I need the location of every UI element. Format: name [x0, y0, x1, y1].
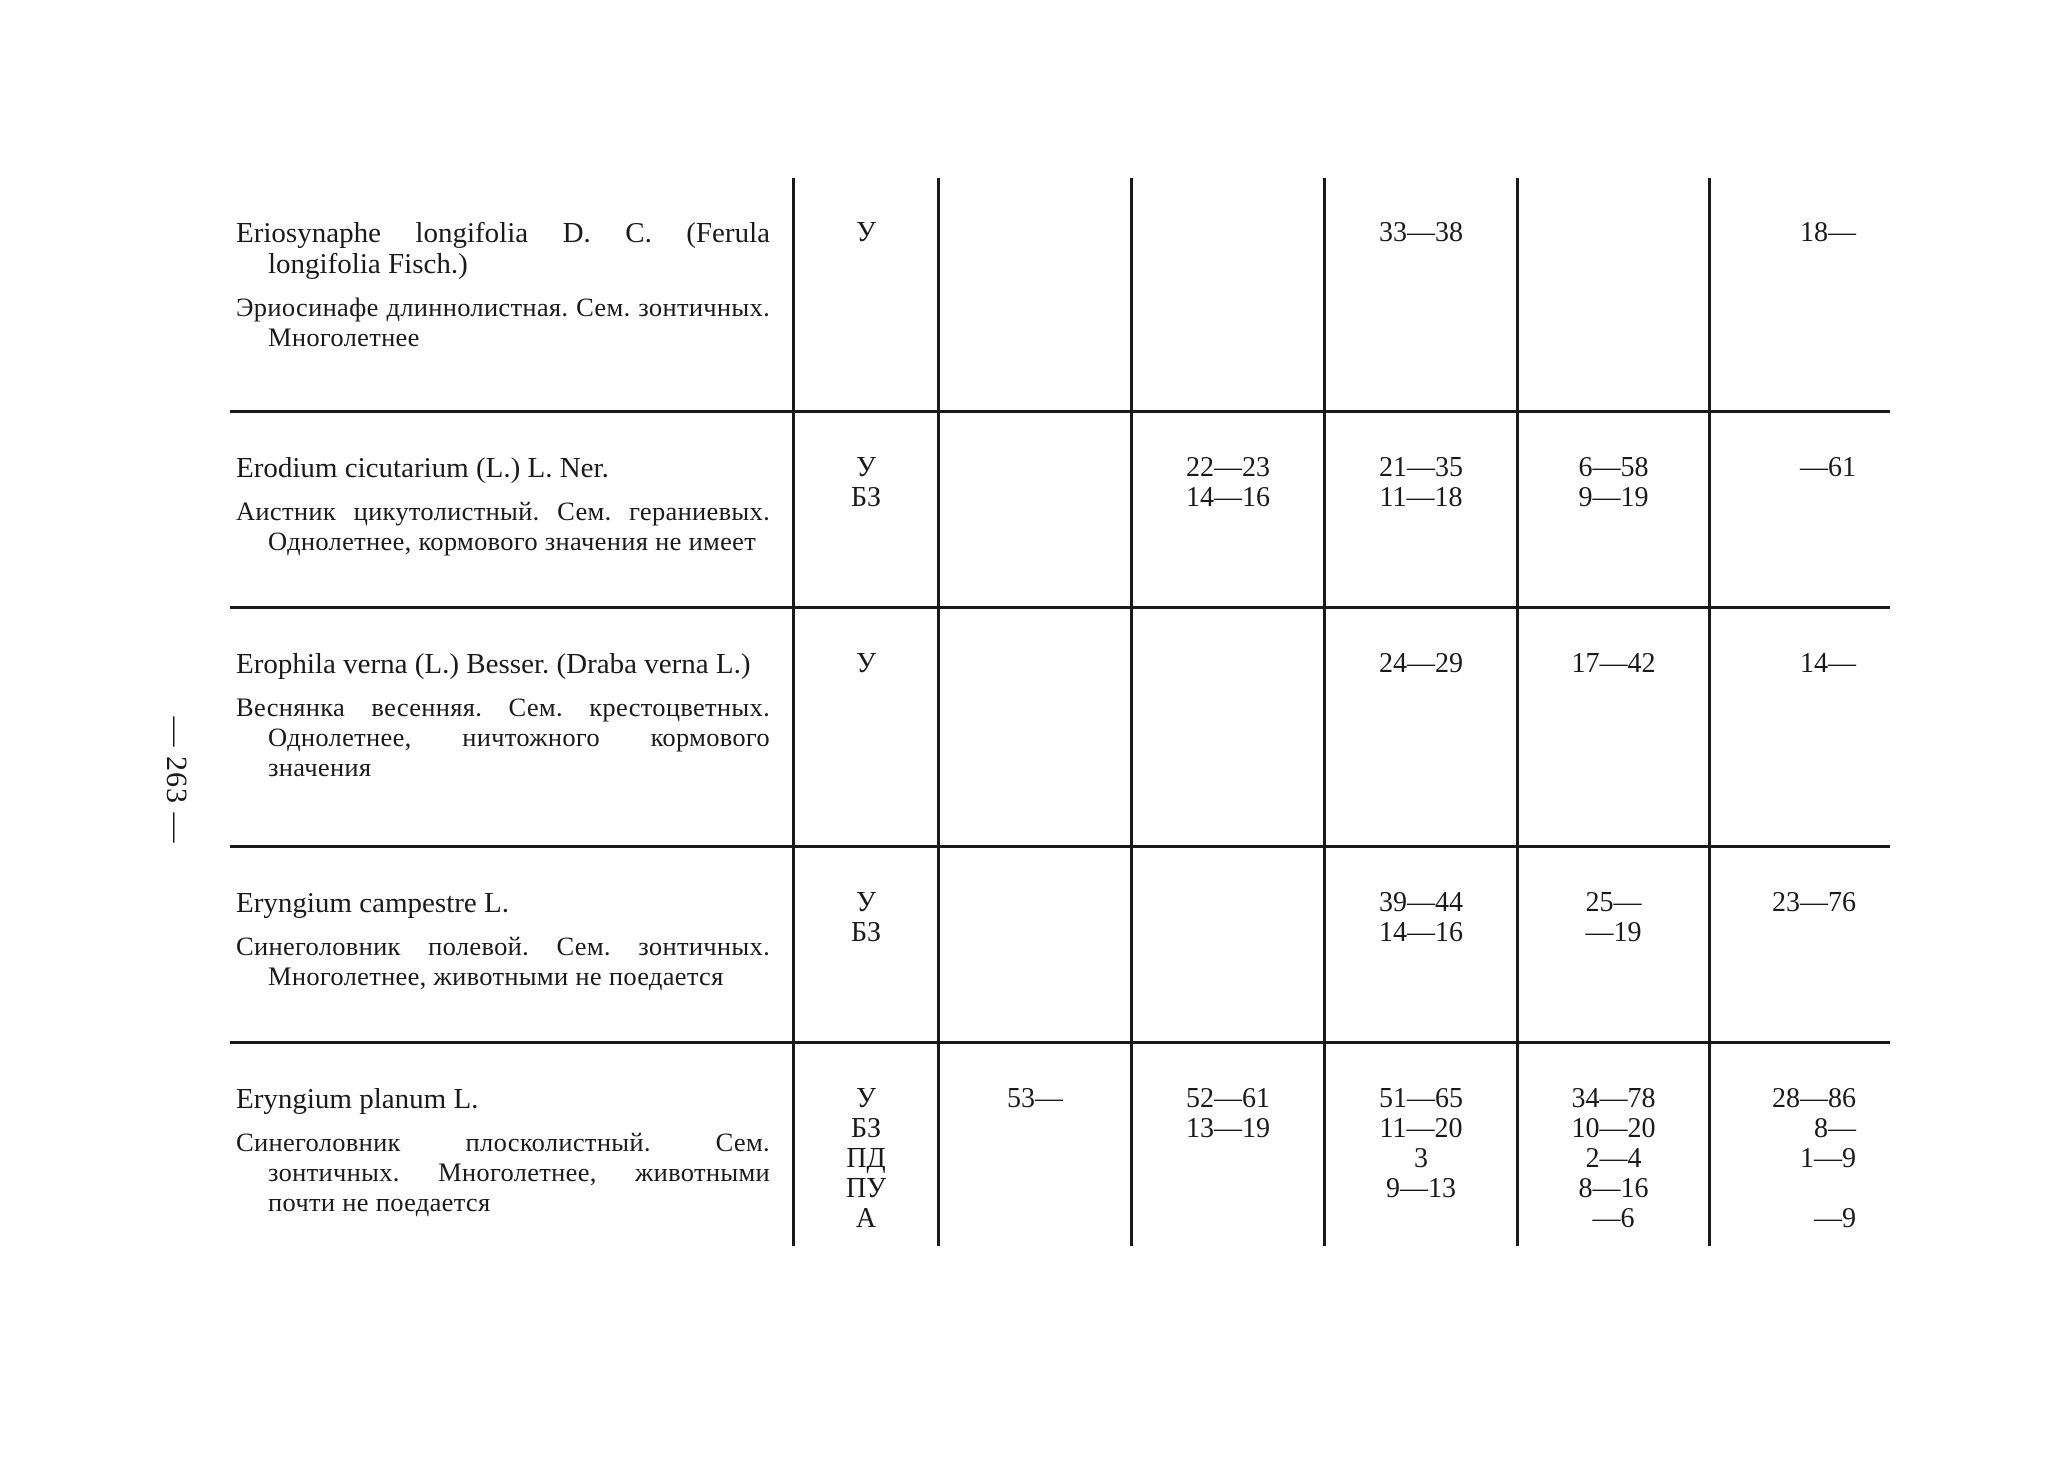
value-cell	[1323, 609, 1516, 845]
value-cell	[792, 609, 937, 845]
cell-value: У	[856, 648, 876, 679]
table-row	[230, 1041, 1890, 1246]
value-cell	[1130, 1044, 1323, 1246]
value-cell	[1708, 178, 1890, 410]
russian-description: Синеголовник полевой. Сем. зонтичных. Многолетнее, животными не поедается	[236, 931, 770, 991]
page-number: — 263 —	[160, 716, 193, 844]
value-cell	[1323, 848, 1516, 1041]
value-cell	[1516, 609, 1708, 845]
cell-value: 53—	[1007, 1083, 1063, 1114]
cell-value: У БЗ ПД ПУ А	[845, 1083, 887, 1234]
table-row	[230, 178, 1890, 410]
value-cell	[1323, 413, 1516, 606]
species-cell	[230, 1044, 792, 1246]
cell-value: 28—86 8— 1—9 —9	[1772, 1083, 1856, 1234]
latin-name: Erophila verna (L.) Besser. (Draba verna L.)	[236, 648, 751, 680]
cell-value: 33—38	[1379, 217, 1463, 248]
species-cell	[230, 848, 792, 1041]
table-row	[230, 410, 1890, 606]
latin-name: Erodium cicutarium (L.) L. Ner.	[236, 452, 609, 484]
cell-value: У БЗ	[850, 887, 882, 948]
value-cell	[792, 1044, 937, 1246]
species-table	[230, 178, 1890, 1246]
value-cell	[1708, 609, 1890, 845]
value-cell	[937, 178, 1130, 410]
value-cell	[937, 1044, 1130, 1246]
cell-value: 34—78 10—20 2—4 8—16 —6	[1571, 1083, 1656, 1234]
cell-value: 23—76	[1772, 887, 1856, 918]
russian-description: Эриосинафе длиннолистная. Сем. зонтичных. Многолетнее	[236, 292, 770, 352]
value-cell	[1130, 848, 1323, 1041]
latin-name: Eryngium planum L.	[236, 1083, 479, 1115]
cell-value: 18—	[1800, 217, 1856, 248]
russian-description: Веснянка весенняя. Сем. крестоцветных. Однолетнее, ничтожного кормового значения	[236, 692, 770, 782]
species-cell	[230, 413, 792, 606]
value-cell	[1130, 413, 1323, 606]
cell-value: 14—	[1800, 648, 1856, 679]
value-cell	[1708, 1044, 1890, 1246]
cell-value: 17—42	[1571, 648, 1656, 679]
value-cell	[937, 609, 1130, 845]
cell-value: 22—23 14—16	[1186, 452, 1270, 513]
species-cell	[230, 178, 792, 410]
value-cell	[1708, 848, 1890, 1041]
cell-value: У	[856, 217, 876, 248]
latin-name: Eryngium campestre L.	[236, 887, 509, 919]
cell-value: 21—35 11—18	[1379, 452, 1463, 513]
value-cell	[1516, 848, 1708, 1041]
value-cell	[1323, 1044, 1516, 1246]
cell-value: У БЗ	[850, 452, 882, 513]
value-cell	[1516, 178, 1708, 410]
table-row	[230, 845, 1890, 1041]
value-cell	[792, 848, 937, 1041]
value-cell	[1708, 413, 1890, 606]
value-cell	[792, 178, 937, 410]
russian-description: Синеголовник плосколистный. Сем. зонтичных. Многолетнее, животными почти не поедается	[236, 1127, 770, 1217]
cell-value: 24—29	[1379, 648, 1463, 679]
value-cell	[937, 413, 1130, 606]
cell-value: 52—61 13—19	[1186, 1083, 1270, 1144]
value-cell	[1130, 609, 1323, 845]
value-cell	[1323, 178, 1516, 410]
species-cell	[230, 609, 792, 845]
value-cell	[1516, 1044, 1708, 1246]
value-cell	[792, 413, 937, 606]
cell-value: 51—65 11—20 3 9—13	[1379, 1083, 1463, 1204]
cell-value: 25— —19	[1585, 887, 1642, 948]
latin-name: Eriosynaphe longifolia D. C. (Ferula longifolia Fisch.)	[236, 217, 770, 280]
value-cell	[1516, 413, 1708, 606]
value-cell	[1130, 178, 1323, 410]
cell-value: —61	[1800, 452, 1856, 483]
cell-value: 39—44 14—16	[1379, 887, 1463, 948]
value-cell	[937, 848, 1130, 1041]
russian-description: Аистник цикутолистный. Сем. гераниевых. Однолетнее, кормового значения не имеет	[236, 496, 770, 556]
table-row	[230, 606, 1890, 845]
cell-value: 6—58 9—19	[1578, 452, 1649, 513]
